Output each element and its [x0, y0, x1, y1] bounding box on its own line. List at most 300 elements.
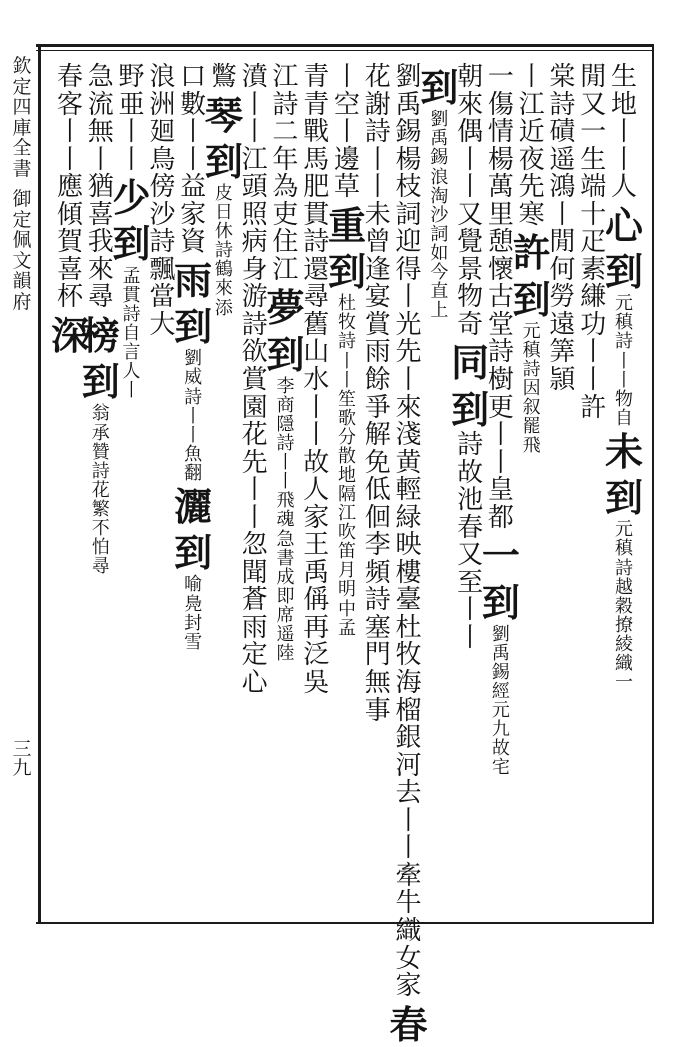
- glyph: 詩: [184, 386, 203, 408]
- glyph: 傾: [56, 199, 83, 230]
- glyph: 人: [303, 475, 330, 506]
- glyph: 功: [580, 309, 607, 340]
- column-text: [396, 725, 422, 1000]
- glyph: 丨: [457, 172, 484, 203]
- glyph: 如: [430, 242, 449, 264]
- glyph: 迎: [395, 227, 422, 258]
- glyph: 一: [481, 533, 520, 579]
- glyph: 餘: [364, 365, 391, 396]
- glyph: 詞: [430, 223, 449, 245]
- glyph: 至: [457, 567, 484, 598]
- glyph: 覺: [457, 227, 484, 258]
- glyph: 到: [605, 475, 644, 521]
- text-column: [266, 62, 305, 914]
- glyph: 客: [56, 89, 83, 120]
- column-text: [303, 199, 330, 699]
- glyph: 草: [333, 172, 360, 203]
- glyph: 水: [303, 365, 330, 396]
- column-text: [615, 520, 633, 692]
- glyph: 物: [457, 282, 484, 313]
- glyph: 傍: [149, 172, 176, 203]
- glyph: 情: [487, 117, 514, 148]
- glyph: 笛: [338, 541, 356, 563]
- glyph: 得: [395, 254, 422, 285]
- glyph: 丨: [580, 365, 607, 396]
- glyph: 春: [56, 62, 83, 92]
- glyph: 近: [518, 117, 545, 148]
- column-text: [276, 377, 294, 663]
- glyph: 人: [122, 361, 141, 383]
- glyph: 未: [364, 199, 391, 230]
- glyph: 全: [12, 137, 32, 160]
- column-text: [123, 267, 141, 401]
- glyph: 杯: [56, 282, 83, 313]
- glyph: 丨: [303, 420, 330, 451]
- column-text: [149, 64, 175, 229]
- glyph: 商: [276, 394, 295, 416]
- glyph: 雨: [241, 612, 268, 643]
- glyph: 書: [12, 157, 32, 180]
- glyph: 元: [491, 700, 510, 722]
- column-text: [119, 64, 145, 174]
- glyph: 忽: [241, 530, 268, 561]
- glyph: 聞: [241, 557, 268, 588]
- glyph: 樹: [487, 365, 514, 396]
- column-text: [549, 229, 575, 394]
- glyph: 棠: [549, 62, 576, 92]
- glyph: 寒: [518, 199, 545, 230]
- glyph: 無: [87, 117, 114, 148]
- glyph: 空: [333, 89, 360, 120]
- glyph: 傷: [487, 89, 514, 120]
- glyph: 丨: [615, 350, 633, 372]
- glyph: 韻: [12, 270, 32, 293]
- glyph: 洲: [149, 89, 176, 120]
- glyph: 遥: [276, 623, 295, 645]
- page-number-glyphs: [12, 740, 31, 778]
- glyph: 淘: [430, 185, 449, 207]
- glyph: 一: [615, 671, 633, 693]
- glyph: 身: [241, 254, 268, 285]
- glyph: 沙: [149, 199, 176, 230]
- glyph: 物: [615, 388, 633, 410]
- glyph: 到: [204, 138, 243, 184]
- glyph: 詩: [549, 89, 576, 120]
- glyph: 李: [276, 375, 295, 397]
- glyph: 上: [430, 300, 449, 322]
- glyph: 曾: [364, 227, 391, 258]
- glyph: 病: [241, 227, 268, 258]
- glyph: 詞: [395, 199, 422, 230]
- glyph: 穀: [615, 595, 633, 617]
- headword: [482, 532, 520, 625]
- text-column: [299, 64, 333, 914]
- glyph: 春: [457, 512, 484, 543]
- glyph: 數: [180, 89, 207, 120]
- headword: [205, 92, 243, 185]
- glyph: 丨: [338, 350, 356, 372]
- glyph: 織: [395, 915, 422, 946]
- glyph: 到: [174, 530, 213, 576]
- glyph: 承: [91, 422, 110, 444]
- glyph: 定: [12, 75, 32, 98]
- glyph: 春: [389, 1001, 428, 1047]
- glyph: 罷: [522, 416, 541, 438]
- glyph: 閒: [549, 227, 576, 258]
- glyph: 禹: [430, 128, 449, 150]
- glyph: 散: [338, 445, 356, 467]
- glyph: 萬: [487, 172, 514, 203]
- glyph: 來: [457, 89, 484, 120]
- column-text: [615, 294, 633, 428]
- glyph: 定: [241, 640, 268, 671]
- glyph: 丨: [180, 144, 207, 175]
- glyph: 一: [580, 117, 607, 148]
- glyph: 廻: [149, 117, 176, 148]
- glyph: 分: [338, 426, 356, 448]
- glyph: 花: [91, 479, 110, 501]
- glyph: 地: [610, 89, 637, 120]
- glyph: 丨: [364, 172, 391, 203]
- glyph: 去: [395, 778, 422, 809]
- column-text: [523, 322, 541, 456]
- glyph: 成: [276, 566, 295, 588]
- text-column: [420, 64, 459, 914]
- column-text: [57, 64, 83, 312]
- glyph: 到: [266, 331, 305, 377]
- glyph: 更: [487, 392, 514, 423]
- glyph: 遥: [549, 144, 576, 175]
- glyph: 劉: [491, 623, 510, 645]
- glyph: 憩: [487, 227, 514, 258]
- book-title-glyphs: [12, 56, 31, 179]
- glyph: 織: [615, 652, 633, 674]
- glyph: 中: [338, 598, 356, 620]
- glyph: 同: [451, 340, 490, 386]
- glyph: 繁: [91, 498, 110, 520]
- glyph: 丨: [487, 420, 514, 451]
- glyph: 稹: [615, 538, 633, 560]
- glyph: 先: [395, 337, 422, 368]
- glyph: 故: [491, 738, 510, 760]
- column-text: [211, 64, 237, 92]
- glyph: 丨: [241, 475, 268, 506]
- glyph: 因: [522, 378, 541, 400]
- glyph: 戰: [303, 117, 330, 148]
- column-text: [149, 229, 175, 339]
- column-text: [580, 64, 606, 174]
- glyph: 來: [87, 254, 114, 285]
- glyph: 貫: [122, 284, 141, 306]
- glyph: 泛: [303, 640, 330, 671]
- glyph: 濆: [241, 62, 268, 92]
- glyph: 故: [457, 457, 484, 488]
- glyph: 欲: [241, 337, 268, 368]
- glyph: 自: [615, 407, 633, 429]
- headword: [390, 1001, 428, 1047]
- glyph: 經: [491, 681, 510, 703]
- page-number: [8, 740, 36, 778]
- glyph: 頻: [364, 557, 391, 588]
- glyph: 楊: [395, 144, 422, 175]
- glyph: 益: [180, 172, 207, 203]
- glyph: 詩: [487, 337, 514, 368]
- headword: [328, 202, 366, 295]
- glyph: 人: [610, 172, 637, 203]
- glyph: 丨: [118, 144, 145, 175]
- column-text: [396, 64, 422, 725]
- glyph: 月: [338, 560, 356, 582]
- glyph: 府: [12, 290, 32, 313]
- text-column: [481, 62, 520, 914]
- glyph: 心: [605, 202, 644, 248]
- column-text: [242, 64, 268, 284]
- glyph: 明: [338, 579, 356, 601]
- glyph: 深: [51, 312, 90, 358]
- glyph: 端: [580, 172, 607, 203]
- glyph: 景: [457, 254, 484, 285]
- glyph: 雨: [364, 337, 391, 368]
- glyph: 丨: [395, 805, 422, 836]
- glyph: 花: [241, 420, 268, 451]
- bottom-border: [36, 922, 654, 924]
- column-text: [180, 64, 206, 257]
- column-text: [303, 64, 329, 202]
- column-text: [549, 64, 575, 229]
- glyph: 野: [118, 62, 145, 92]
- glyph: 丨: [338, 369, 356, 391]
- glyph: 皇: [487, 475, 514, 506]
- glyph: 丨: [56, 144, 83, 175]
- glyph: 江: [241, 144, 268, 175]
- glyph: 楊: [487, 144, 514, 175]
- glyph: 池: [457, 485, 484, 516]
- glyph: 詩: [615, 557, 633, 579]
- glyph: 丨: [56, 117, 83, 148]
- glyph: 疋: [580, 227, 607, 258]
- glyph: 許: [580, 392, 607, 423]
- glyph: 黄: [395, 447, 422, 478]
- column-text: [611, 64, 637, 202]
- glyph: 來: [395, 392, 422, 423]
- glyph: 照: [241, 199, 268, 230]
- glyph: 枝: [395, 172, 422, 203]
- text-column: [81, 62, 120, 914]
- glyph: 應: [56, 172, 83, 203]
- glyph: 二: [272, 117, 299, 148]
- glyph: 淺: [395, 420, 422, 451]
- glyph: 錫: [430, 147, 449, 169]
- glyph: 佩: [12, 229, 32, 252]
- glyph: 青: [303, 89, 330, 120]
- glyph: 再: [303, 612, 330, 643]
- glyph: 丨: [457, 622, 484, 653]
- headword: [113, 174, 151, 267]
- glyph: 牧: [395, 640, 422, 671]
- text-column: [238, 64, 272, 914]
- glyph: 江: [272, 254, 299, 285]
- glyph: 亜: [118, 89, 145, 120]
- glyph: 喜: [56, 254, 83, 285]
- glyph: 貫: [303, 199, 330, 230]
- glyph: 魚: [184, 443, 203, 465]
- glyph: 一: [487, 62, 514, 92]
- glyph: 錫: [491, 661, 510, 683]
- column-text: [87, 144, 114, 313]
- glyph: 未: [605, 428, 644, 474]
- glyph: 塞: [364, 612, 391, 643]
- column-text: [184, 575, 202, 651]
- glyph: 生: [580, 144, 607, 175]
- headword: [174, 257, 212, 350]
- glyph: 大: [149, 309, 176, 340]
- glyph: 書: [276, 547, 295, 569]
- glyph: 丨: [180, 117, 207, 148]
- glyph: 笙: [338, 388, 356, 410]
- glyph: 懷: [487, 254, 514, 285]
- glyph: 贊: [91, 441, 110, 463]
- column-text: [334, 64, 360, 202]
- glyph: 喻: [184, 574, 203, 596]
- glyph: 磧: [549, 117, 576, 148]
- glyph: 牽: [395, 860, 422, 891]
- top-border: [36, 44, 654, 47]
- column-text: [457, 432, 483, 652]
- glyph: 禹: [491, 642, 510, 664]
- glyph: 到: [112, 221, 151, 267]
- glyph: 佪: [364, 502, 391, 533]
- glyph: 日: [214, 202, 233, 224]
- glyph: 封: [184, 612, 203, 634]
- glyph: 御: [12, 188, 32, 211]
- glyph: 鴻: [549, 172, 576, 203]
- glyph: 鷩: [210, 62, 237, 92]
- glyph: 地: [338, 464, 356, 486]
- glyph: 還: [303, 254, 330, 285]
- glyph: 陸: [276, 643, 295, 664]
- glyph: 堂: [487, 309, 514, 340]
- glyph: 故: [303, 447, 330, 478]
- glyph: 女: [395, 943, 422, 974]
- glyph: 雪: [184, 631, 203, 653]
- glyph: 江: [338, 503, 356, 525]
- column-text: [338, 294, 356, 637]
- glyph: 何: [549, 254, 576, 285]
- glyph: 杜: [338, 293, 356, 315]
- glyph: 詩: [338, 331, 356, 353]
- glyph: 詩: [522, 358, 541, 380]
- glyph: 事: [364, 695, 391, 726]
- glyph: 奇: [457, 309, 484, 340]
- glyph: 丨: [610, 144, 637, 175]
- glyph: 孟: [122, 265, 141, 287]
- glyph: 詩: [364, 117, 391, 148]
- headword: [605, 428, 643, 521]
- glyph: 隔: [338, 484, 356, 506]
- left-border: [38, 44, 41, 924]
- glyph: 丨: [457, 595, 484, 626]
- text-column: [605, 62, 644, 914]
- glyph: 錫: [395, 117, 422, 148]
- glyph: 丨: [303, 392, 330, 423]
- column-text: [365, 64, 391, 725]
- glyph: 詩: [241, 309, 268, 340]
- glyph: 丨: [241, 117, 268, 148]
- glyph: 丨: [184, 424, 203, 446]
- text-column: [328, 62, 367, 914]
- glyph: 丨: [395, 282, 422, 313]
- glyph: 元: [522, 320, 541, 342]
- glyph: 劉: [184, 348, 203, 370]
- glyph: 即: [276, 585, 295, 607]
- glyph: 門: [364, 640, 391, 671]
- headword: [605, 202, 643, 295]
- glyph: 吹: [338, 522, 356, 544]
- glyph: 夢: [266, 285, 305, 331]
- glyph: 禹: [395, 89, 422, 120]
- glyph: 到: [328, 249, 367, 294]
- text-column: [512, 62, 551, 914]
- glyph: 樓: [395, 557, 422, 588]
- glyph: 十: [580, 199, 607, 230]
- glyph: 劉: [395, 62, 422, 92]
- glyph: 丨: [333, 62, 360, 92]
- glyph: 縑: [580, 282, 607, 313]
- glyph: 詩: [214, 240, 233, 262]
- glyph: 直: [430, 280, 449, 302]
- glyph: 夜: [518, 144, 545, 175]
- glyph: 今: [430, 261, 449, 283]
- glyph: 丨: [395, 365, 422, 396]
- glyph: 宅: [491, 757, 510, 779]
- glyph: 丨: [487, 447, 514, 478]
- glyph: 灑: [174, 483, 213, 529]
- column-text: [92, 404, 110, 576]
- glyph: 定: [12, 208, 32, 231]
- glyph: 飛: [276, 490, 295, 512]
- glyph: 丨: [241, 502, 268, 533]
- glyph: 言: [122, 342, 141, 364]
- headword: [420, 64, 458, 110]
- glyph: 詩: [122, 303, 141, 325]
- glyph: 尋: [87, 282, 114, 313]
- glyph: 丨: [580, 337, 607, 368]
- glyph: 流: [87, 89, 114, 120]
- glyph: 光: [395, 309, 422, 340]
- glyph: 稹: [615, 312, 633, 334]
- glyph: 九: [491, 719, 510, 741]
- glyph: 庫: [12, 116, 32, 139]
- glyph: 吏: [272, 199, 299, 230]
- text-column: [576, 64, 610, 914]
- headword: [513, 229, 551, 322]
- column-text: [215, 184, 233, 318]
- glyph: 山: [303, 337, 330, 368]
- right-border: [652, 44, 654, 924]
- text-column: [451, 62, 490, 914]
- glyph: 雨: [174, 257, 213, 303]
- glyph: 江: [272, 62, 299, 92]
- glyph: 詩: [272, 89, 299, 120]
- glyph: 丨: [184, 405, 203, 427]
- glyph: 詩: [91, 460, 110, 482]
- glyph: 猶: [87, 172, 114, 203]
- glyph: 先: [241, 447, 268, 478]
- glyph: 心: [241, 668, 268, 699]
- column-text: [492, 625, 510, 778]
- glyph: 翻: [184, 462, 203, 484]
- column-text: [272, 64, 298, 284]
